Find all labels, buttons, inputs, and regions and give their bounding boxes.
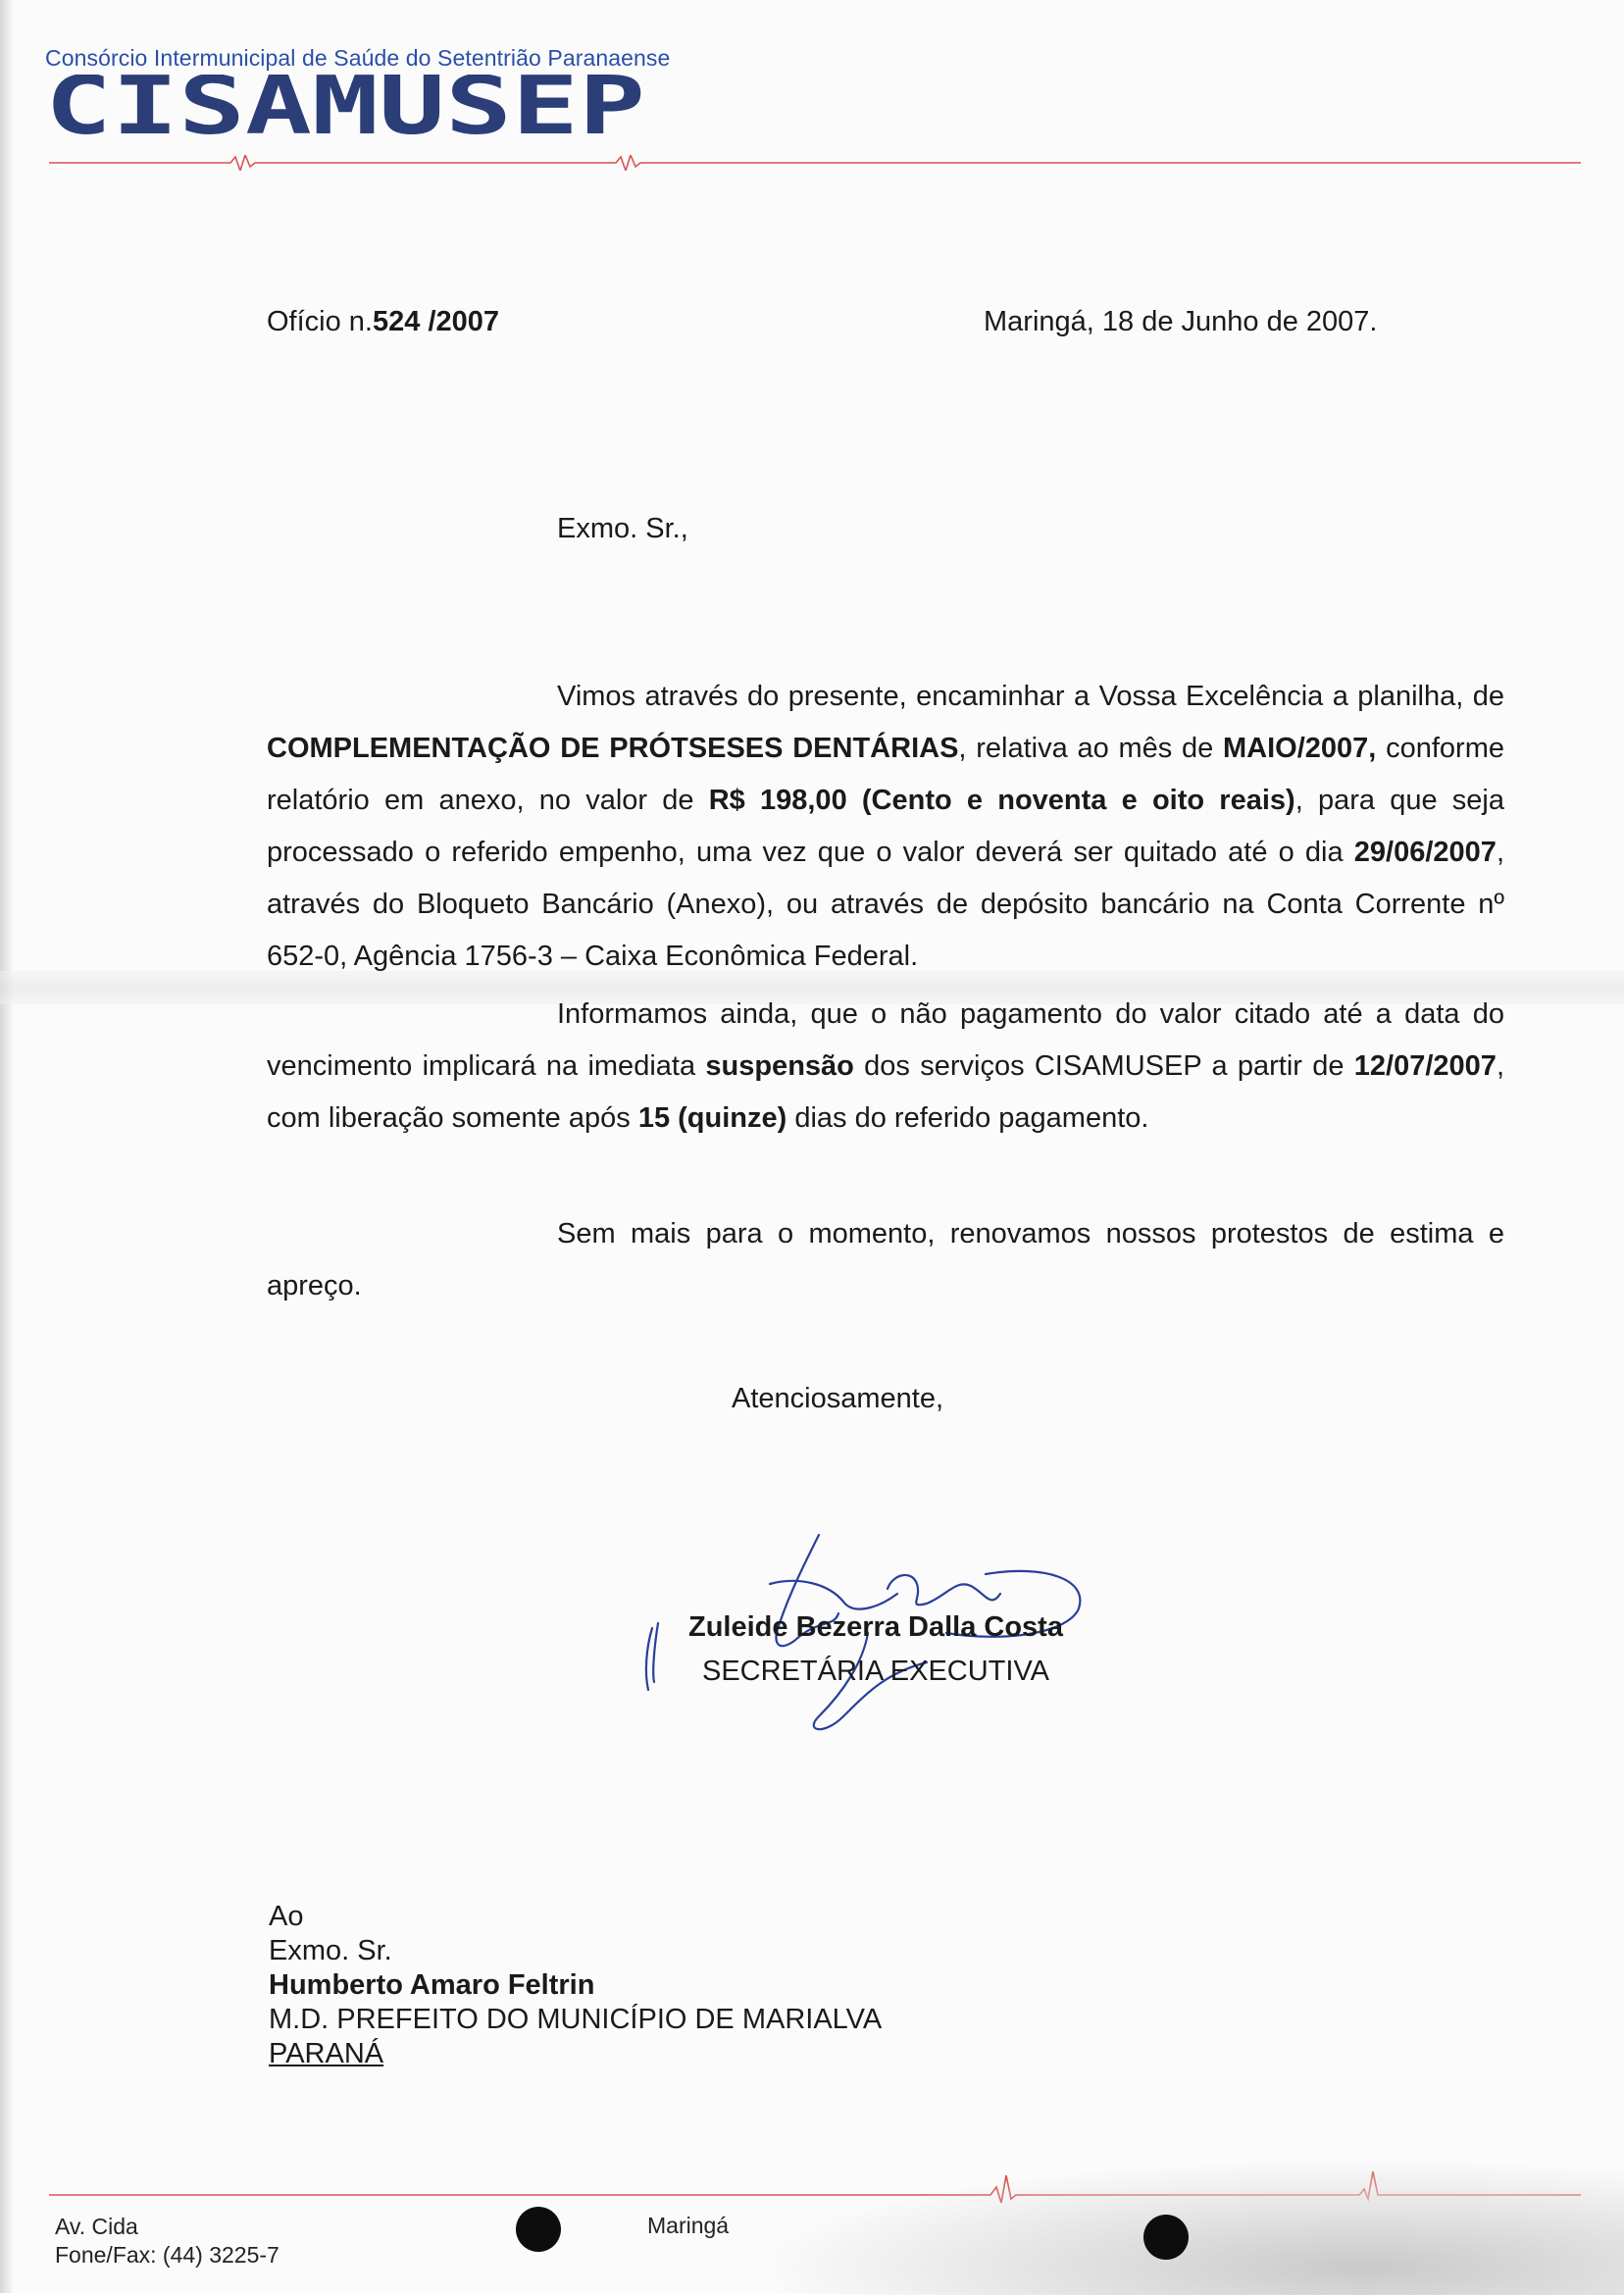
p2-text-4: dias do referido pagamento. <box>787 1102 1149 1134</box>
office-number: 524 /2007 <box>373 306 500 337</box>
p1-bold-2: MAIO/2007, <box>1223 733 1377 764</box>
p2-text-3: , com liberação somente após <box>267 1050 1504 1134</box>
footer-contact <box>55 2213 279 2270</box>
paragraph-1 <box>267 671 1504 983</box>
recipient-title: M.D. PREFEITO DO MUNICÍPIO DE MARIALVA <box>269 2004 883 2035</box>
p1-text-2: , relativa ao mês de <box>958 733 1223 764</box>
recipient-line-2: Exmo. Sr. <box>269 1935 392 1966</box>
organization-name: Consórcio Intermunicipal de Saúde do Setentrião Paranaense <box>45 45 671 71</box>
recipient-name: Humberto Amaro Feltrin <box>269 1969 595 2001</box>
footer-phone: Fone/Fax: (44) 3225-7 <box>55 2242 279 2268</box>
signer-title: SECRETÁRIA EXECUTIVA <box>702 1656 1049 1687</box>
p1-bold-1: COMPLEMENTAÇÃO DE PRÓTSESES DENTÁRIAS <box>267 733 959 764</box>
paragraph-3: Sem mais para o momento, renovamos nossos protestos de estima e apreço. <box>267 1218 1504 1301</box>
p1-text-1: Vimos através do presente, encaminhar a Vossa Excelência a planilha, de <box>557 681 1504 712</box>
recipient-line-1: Ao <box>269 1901 304 1932</box>
recipient-state: PARANÁ <box>269 2038 384 2069</box>
p1-text-3: conforme relatório em anexo, no valor de <box>267 733 1504 816</box>
p1-text-4: , para que seja processado o referido empenho, uma vez que o valor deverá ser quitado até o dia <box>267 785 1504 868</box>
letter-date: Maringá, 18 de Junho de 2007. <box>984 306 1378 337</box>
p2-text-2: dos serviços CISAMUSEP a partir de <box>853 1050 1354 1082</box>
cisamusep-logo <box>45 75 653 137</box>
footer-address: Av. Cida <box>55 2214 138 2239</box>
p1-bold-4: 29/06/2007 <box>1353 837 1497 868</box>
p2-bold-1: suspensão <box>705 1050 854 1082</box>
recipient-block <box>269 1900 882 2071</box>
paragraph-2 <box>267 989 1504 1145</box>
office-prefix: Ofício n. <box>267 306 373 337</box>
logo-wordmark: CISAMUSEP <box>45 75 645 137</box>
p2-bold-2: 12/07/2007 <box>1353 1050 1497 1082</box>
punch-hole-right <box>1143 2215 1189 2260</box>
salutation: Exmo. Sr., <box>557 513 688 544</box>
p1-text-5: , através do Bloqueto Bancário (Anexo), ou através de depósito bancário na Conta Corrente nº 652-0, Agência 1756-3 – Caixa Econômica Federal. <box>267 837 1504 972</box>
p2-bold-3: 15 (quinze) <box>637 1102 787 1134</box>
closing: Atenciosamente, <box>732 1383 944 1414</box>
footer-city: Maringá <box>647 2213 730 2238</box>
office-reference <box>267 306 499 338</box>
p2-text-1: Informamos ainda, que o não pagamento do valor citado até a data do vencimento implicará na imediata <box>267 998 1504 1082</box>
signer-name: Zuleide Bezerra Dalla Costa <box>688 1611 1063 1643</box>
header-rule-line <box>49 155 1581 171</box>
scan-edge <box>0 0 14 2293</box>
header-rule <box>49 155 1581 171</box>
punch-hole-left <box>516 2207 561 2252</box>
p1-bold-3: R$ 198,00 (Cento e noventa e oito reais) <box>708 785 1295 816</box>
